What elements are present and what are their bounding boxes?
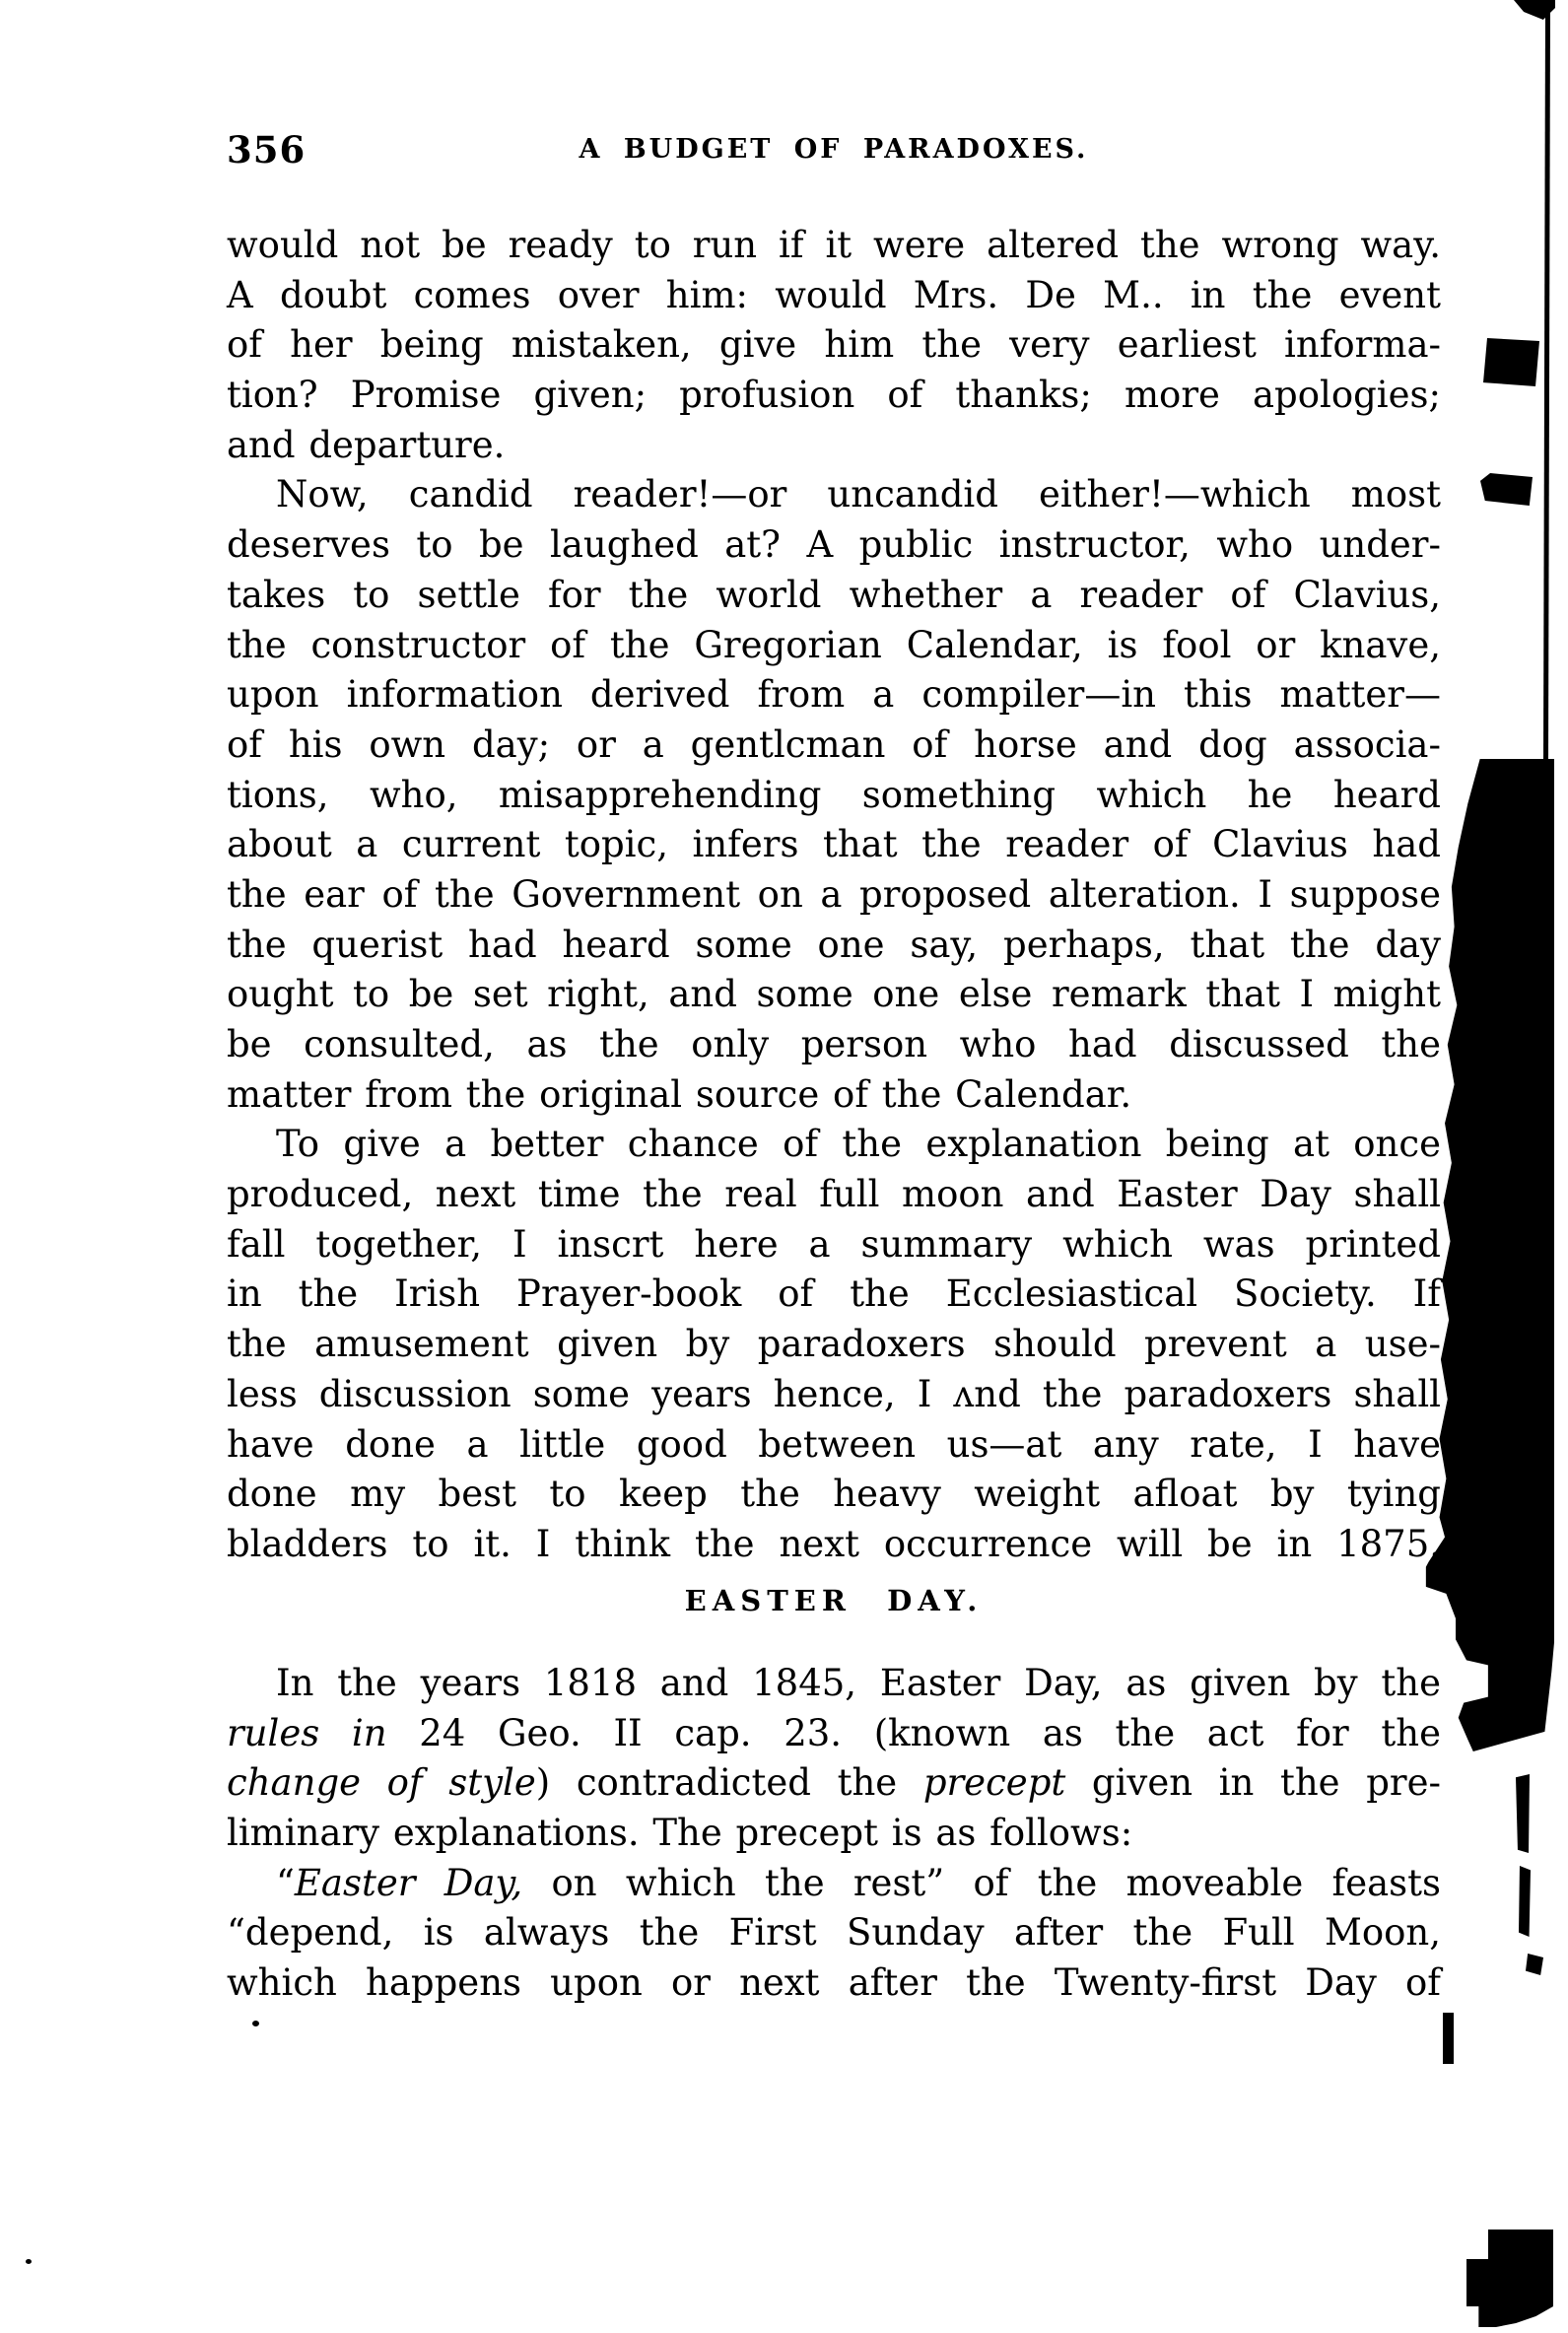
- text-line: [227, 271, 1441, 321]
- plain-text: fall together, I inscrt here a summary which was printed: [227, 1222, 1441, 1266]
- section-heading: EASTER DAY.: [684, 1584, 984, 1617]
- text-line: [227, 371, 1441, 421]
- text-line: [227, 970, 1441, 1020]
- plain-text: matter from the original source of the Calendar.: [227, 1072, 1132, 1116]
- text-line: [227, 921, 1441, 971]
- text-line: [227, 621, 1441, 671]
- scan-artifact-bar-b: [1519, 1866, 1531, 1937]
- plain-text: on which the rest” of the moveable feasts: [522, 1861, 1441, 1904]
- text-line: [227, 720, 1441, 771]
- page-header: [227, 128, 1441, 172]
- scan-artifact-square-blob: [1483, 338, 1539, 386]
- text-line: [227, 320, 1441, 371]
- plain-text: deserves to be laughed at? A public instructor, who under-: [227, 523, 1441, 567]
- plain-text: would not be ready to run if it were altered the wrong way.: [227, 224, 1441, 266]
- plain-text: ought to be set right, and some one else remark that I might: [227, 973, 1441, 1016]
- text-line: [227, 1220, 1441, 1270]
- text-line: [227, 1420, 1441, 1471]
- plain-text: takes to settle for the world whether a reader of Clavius,: [227, 573, 1441, 616]
- text-line: [227, 1370, 1441, 1420]
- text-line: [227, 1020, 1441, 1070]
- text-line: [227, 670, 1441, 720]
- plain-text: have done a little good between us—at any rate, I have: [227, 1422, 1441, 1466]
- text-line: [227, 1958, 1441, 2009]
- plain-text: the querist had heard some one say, perhaps, that the day: [227, 923, 1441, 966]
- plain-text: given in the pre-: [1065, 1761, 1441, 1805]
- scan-artifact-nub: [1526, 1954, 1543, 1975]
- text-line: [227, 771, 1441, 821]
- text-line: [227, 571, 1441, 621]
- scan-artifact-bar-a: [1516, 1774, 1530, 1853]
- paragraph: [227, 1120, 1441, 1569]
- scan-artifact-edge-line: [1543, 8, 1550, 762]
- text-line: [227, 1170, 1441, 1220]
- plain-text: To give a better chance of the explanation being at once: [276, 1123, 1441, 1166]
- plain-text: and departure.: [227, 423, 506, 466]
- text-line: [227, 1269, 1441, 1320]
- text-line: [227, 470, 1441, 520]
- plain-text: Now, candid reader!—or uncandid either!—which most: [276, 473, 1441, 516]
- plain-text: done my best to keep the heavy weight afloat by tying: [227, 1473, 1441, 1516]
- plain-text: “: [276, 1861, 295, 1904]
- page-number: 356: [227, 128, 307, 172]
- italic-text: Easter Day,: [294, 1861, 523, 1904]
- plain-text: ) contradicted the: [535, 1761, 923, 1805]
- text-line: [227, 870, 1441, 921]
- scan-artifact-bottom-left-dot: [26, 2259, 32, 2264]
- plain-text: produced, next time the real full moon and Easter Day shall: [227, 1173, 1441, 1216]
- text-line: [227, 1859, 1441, 1909]
- plain-text: 24 Geo. II cap. 23. (known as the act for the: [386, 1711, 1441, 1754]
- plain-text: In the years 1818 and 1845, Easter Day, as given by the: [276, 1662, 1441, 1704]
- running-title: A BUDGET OF PARADOXES.: [579, 134, 1089, 165]
- plain-text: tion? Promise given; profusion of thanks; more apologies;: [227, 374, 1441, 417]
- body-text-upper: [227, 221, 1441, 1570]
- plain-text: bladders to it. I think the next occurrence will be in 1875.: [227, 1522, 1441, 1565]
- text-line: [227, 1320, 1441, 1370]
- paragraph: [227, 470, 1441, 1120]
- text-line: [227, 1120, 1441, 1170]
- plain-text: of his own day; or a gentlcman of horse and dog associa-: [227, 722, 1441, 766]
- text-line: [227, 1758, 1441, 1809]
- text-line: [227, 1520, 1441, 1570]
- text-line: [227, 520, 1441, 571]
- text-line: [227, 421, 1441, 471]
- plain-text: the constructor of the Gregorian Calendar, is fool or knave,: [227, 623, 1441, 666]
- italic-text: precept: [922, 1761, 1066, 1805]
- plain-text: the ear of the Government on a proposed alteration. I suppose: [227, 872, 1441, 916]
- text-line: [227, 1070, 1441, 1121]
- plain-text: about a current topic, infers that the reader of Clavius had: [227, 823, 1441, 866]
- scan-artifact-small-blob: [1480, 473, 1533, 506]
- text-line: [227, 1809, 1441, 1859]
- plain-text: tions, who, misapprehending something which he heard: [227, 773, 1441, 816]
- text-line: [227, 1908, 1441, 1958]
- text-line: [227, 1709, 1441, 1759]
- scan-artifact-i-bar: [1443, 2013, 1454, 2064]
- paragraph: [227, 1859, 1441, 2009]
- plain-text: which happens upon or next after the Twenty-first Day of: [227, 1961, 1441, 2005]
- italic-text: rules in: [227, 1711, 387, 1754]
- text-line: [227, 820, 1441, 870]
- plain-text: be consulted, as the only person who had discussed the: [227, 1023, 1441, 1065]
- text-line: [227, 1659, 1441, 1709]
- scan-artifact-left-dot: [252, 2021, 259, 2026]
- plain-text: liminary explanations. The precept is as follows:: [227, 1812, 1133, 1855]
- plain-text: A doubt comes over him: would Mrs. De M.. in the event: [227, 273, 1441, 316]
- plain-text: in the Irish Prayer-book of the Ecclesiastical Society. If: [227, 1272, 1441, 1316]
- text-line: [227, 1470, 1441, 1520]
- plain-text: upon information derived from a compiler—in this matter—: [227, 673, 1441, 717]
- plain-text: of her being mistaken, give him the very earliest informa-: [227, 323, 1441, 367]
- scan-artifact-bottom-blob: [1466, 2230, 1553, 2328]
- paragraph: [227, 1659, 1441, 1859]
- plain-text: less discussion some years hence, I ʌnd the paradoxers shall: [227, 1372, 1441, 1415]
- italic-text: change of style: [227, 1761, 536, 1805]
- body-text-lower: [227, 1659, 1441, 2009]
- text-line: [227, 221, 1441, 271]
- paragraph: [227, 221, 1441, 470]
- plain-text: “depend, is always the First Sunday after the Full Moon,: [227, 1911, 1441, 1955]
- plain-text: the amusement given by paradoxers should prevent a use-: [227, 1323, 1441, 1366]
